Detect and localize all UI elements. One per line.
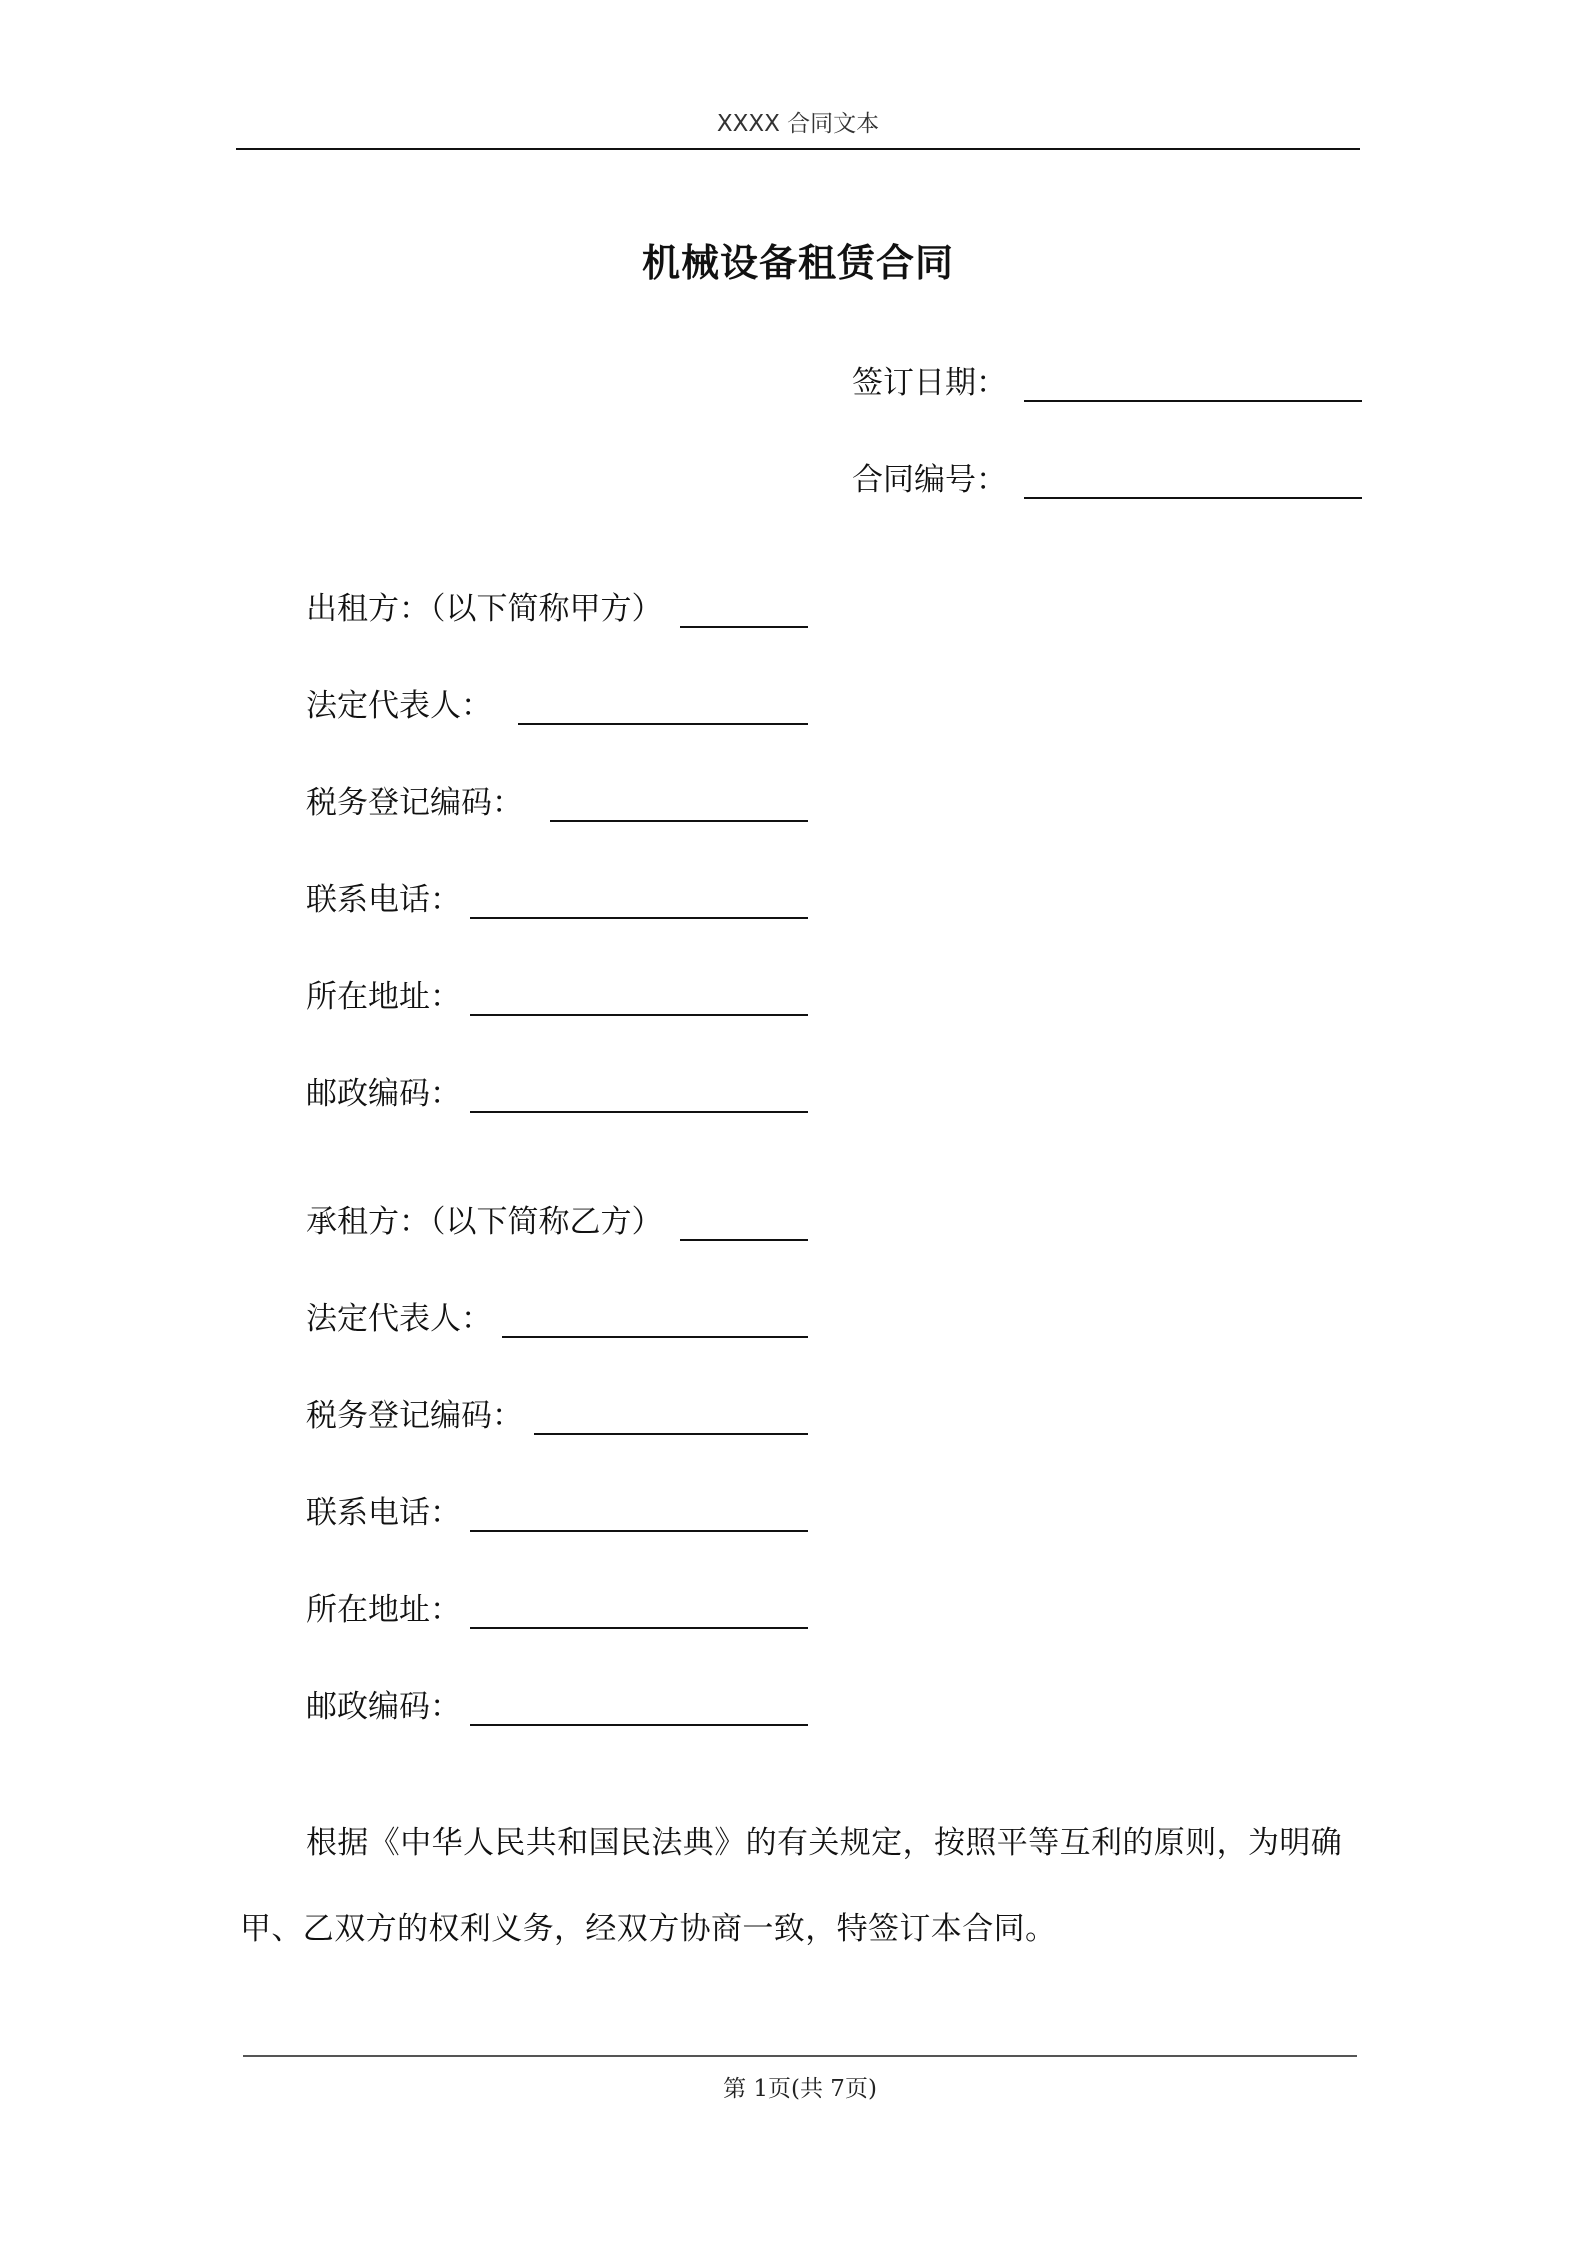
lessor-tax-id-blank[interactable]: [550, 820, 808, 822]
lessor-tax-id-label: 税务登记编码：: [306, 785, 523, 821]
lessee-party-blank[interactable]: [680, 1239, 808, 1241]
contract-number-blank[interactable]: [1024, 497, 1362, 499]
lessee-address-field: [306, 1585, 806, 1631]
lessor-postcode-label: 邮政编码：: [306, 1076, 461, 1112]
lessor-legal-rep-label: 法定代表人：: [306, 688, 492, 724]
signing-date-blank[interactable]: [1024, 400, 1362, 402]
lessor-party-field: [306, 584, 806, 630]
lessee-postcode-field: [306, 1682, 806, 1728]
lessor-legal-rep-field: [306, 681, 806, 727]
lessor-tax-id-field: [306, 778, 806, 824]
lessee-legal-rep-blank[interactable]: [502, 1336, 808, 1338]
lessee-phone-label: 联系电话：: [306, 1495, 461, 1531]
lessor-phone-field: [306, 875, 806, 921]
lessor-party-label: 出租方：（以下简称甲方）: [306, 591, 663, 627]
lessor-postcode-field: [306, 1069, 806, 1115]
lessee-legal-rep-label: 法定代表人：: [306, 1301, 492, 1337]
lessee-address-blank[interactable]: [470, 1627, 808, 1629]
lessor-legal-rep-blank[interactable]: [518, 723, 808, 725]
signing-date-label: 签订日期：: [852, 365, 1007, 401]
lessee-tax-id-label: 税务登记编码：: [306, 1398, 523, 1434]
lessee-postcode-label: 邮政编码：: [306, 1689, 461, 1725]
page-header: XXXX 合同文本: [716, 111, 880, 137]
preamble-paragraph: 根据《中华人民共和国民法典》的有关规定，按照平等互利的原则，为明确甲、乙双方的权利义务，经双方协商一致，特签订本合同。: [240, 1825, 1343, 1947]
lessor-address-field: [306, 972, 806, 1018]
lessor-address-blank[interactable]: [470, 1014, 808, 1016]
lessor-party-blank[interactable]: [680, 626, 808, 628]
lessor-phone-blank[interactable]: [470, 917, 808, 919]
lessor-address-label: 所在地址：: [306, 979, 461, 1015]
lessee-address-label: 所在地址：: [306, 1592, 461, 1628]
document-title: 机械设备租赁合同: [641, 241, 954, 285]
page-number: 第 1页(共 7页): [723, 2076, 877, 2102]
lessee-phone-blank[interactable]: [470, 1530, 808, 1532]
footer-divider: [243, 2055, 1357, 2057]
lessee-tax-id-field: [306, 1391, 806, 1437]
lessor-phone-label: 联系电话：: [306, 882, 461, 918]
lessor-postcode-blank[interactable]: [470, 1111, 808, 1113]
lessee-party-field: [306, 1197, 806, 1243]
lessee-phone-field: [306, 1488, 806, 1534]
lessee-party-label: 承租方：（以下简称乙方）: [306, 1204, 663, 1240]
lessee-postcode-blank[interactable]: [470, 1724, 808, 1726]
lessee-tax-id-blank[interactable]: [534, 1433, 808, 1435]
contract-number-field: [852, 455, 1352, 501]
header-divider: [236, 148, 1360, 150]
signing-date-field: [852, 358, 1352, 404]
lessee-legal-rep-field: [306, 1294, 806, 1340]
contract-number-label: 合同编号：: [852, 462, 1007, 498]
